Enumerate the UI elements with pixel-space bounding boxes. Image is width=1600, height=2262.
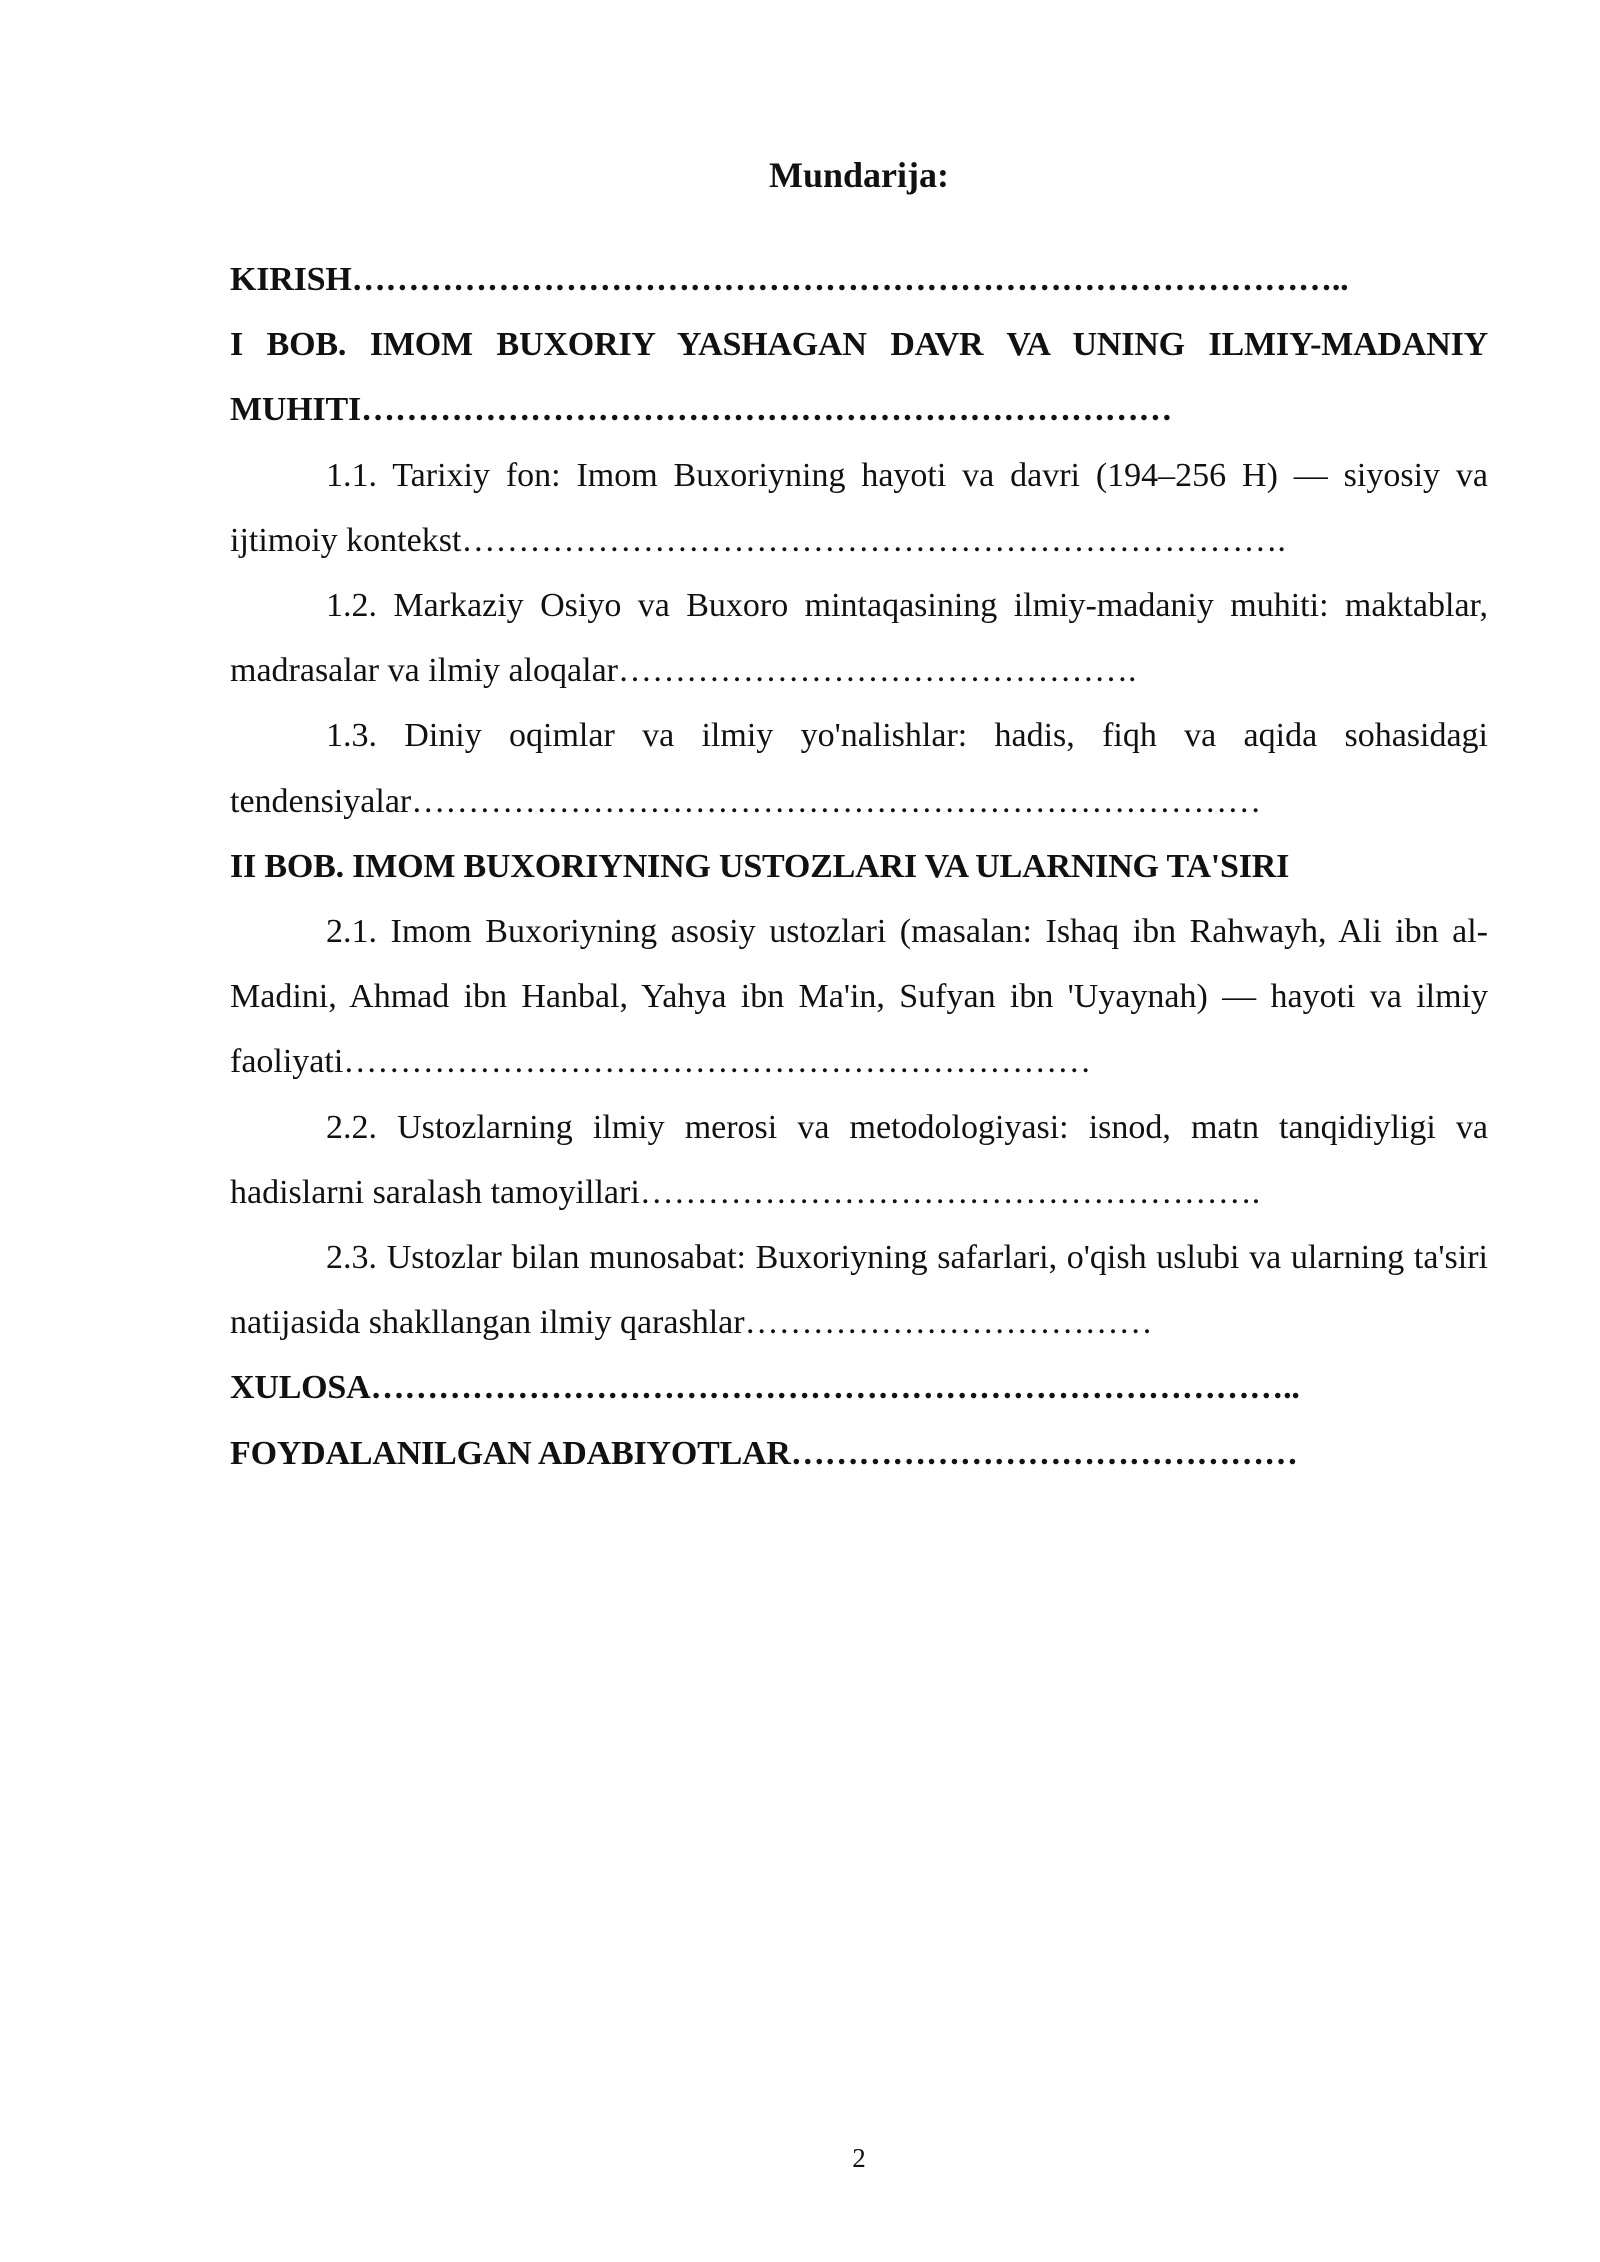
toc-entry-section-2-1[interactable]: 2.1. Imom Buxoriyning asosiy ustozlari (masalan: Ishaq ibn Rahwayh, Ali ibn al-Madini, Ahmad ibn Hanbal, Yahya ibn Ma'in, Sufyan ibn 'Uyaynah) — hayoti va ilmiy faoliyati…………………………………………………………	[230, 913, 1488, 1081]
toc-entry-kirish[interactable]: KIRISH……………………………………………………………………………..	[230, 261, 1349, 298]
page-title: Mundarija:	[769, 155, 949, 195]
toc-entry-section-1-1[interactable]: 1.1. Tarixiy fon: Imom Buxoriyning hayoti va davri (194–256 H) — siyosiy va ijtimoiy kontekst……………………………………………………………….	[230, 456, 1488, 559]
toc-entry-adabiyotlar[interactable]: FOYDALANILGAN ADABIYOTLAR………………………………………	[230, 1434, 1298, 1472]
page-number: 2	[852, 2143, 866, 2173]
toc-entry-section-2-2[interactable]: 2.2. Ustozlarning ilmiy merosi va metodologiyasi: isnod, matn tanqidiyligi va hadislarni saralash tamoyillari……………………………………………….	[230, 1108, 1488, 1211]
toc-entry-section-1-2[interactable]: 1.2. Markaziy Osiyo va Buxoro mintaqasining ilmiy-madaniy muhiti: maktablar, madrasalar va ilmiy aloqalar……………………………………….	[230, 587, 1488, 690]
toc-entry-section-2-3[interactable]: 2.3. Ustozlar bilan munosabat: Buxoriyning safarlari, o'qish uslubi va ularning ta'siri natijasida shakllangan ilmiy qarashlar………………………………	[230, 1239, 1488, 1342]
toc-entry-section-1-3[interactable]: 1.3. Diniy oqimlar va ilmiy yo'nalishlar: hadis, fiqh va aqida sohasidagi tendensiyalar…………………………………………………………………	[230, 717, 1488, 820]
toc-entry-xulosa[interactable]: XULOSA………………………………………………………………………..	[230, 1369, 1300, 1407]
toc-entry-chapter-1[interactable]: I BOB. IMOM BUXORIY YASHAGAN DAVR VA UNING ILMIY-MADANIY MUHITI………………………………………………………………	[230, 326, 1488, 429]
table-of-contents	[230, 247, 1488, 1486]
toc-entry-chapter-2[interactable]: II BOB. IMOM BUXORIYNING USTOZLARI VA ULARNING TA'SIRI	[230, 847, 1290, 885]
